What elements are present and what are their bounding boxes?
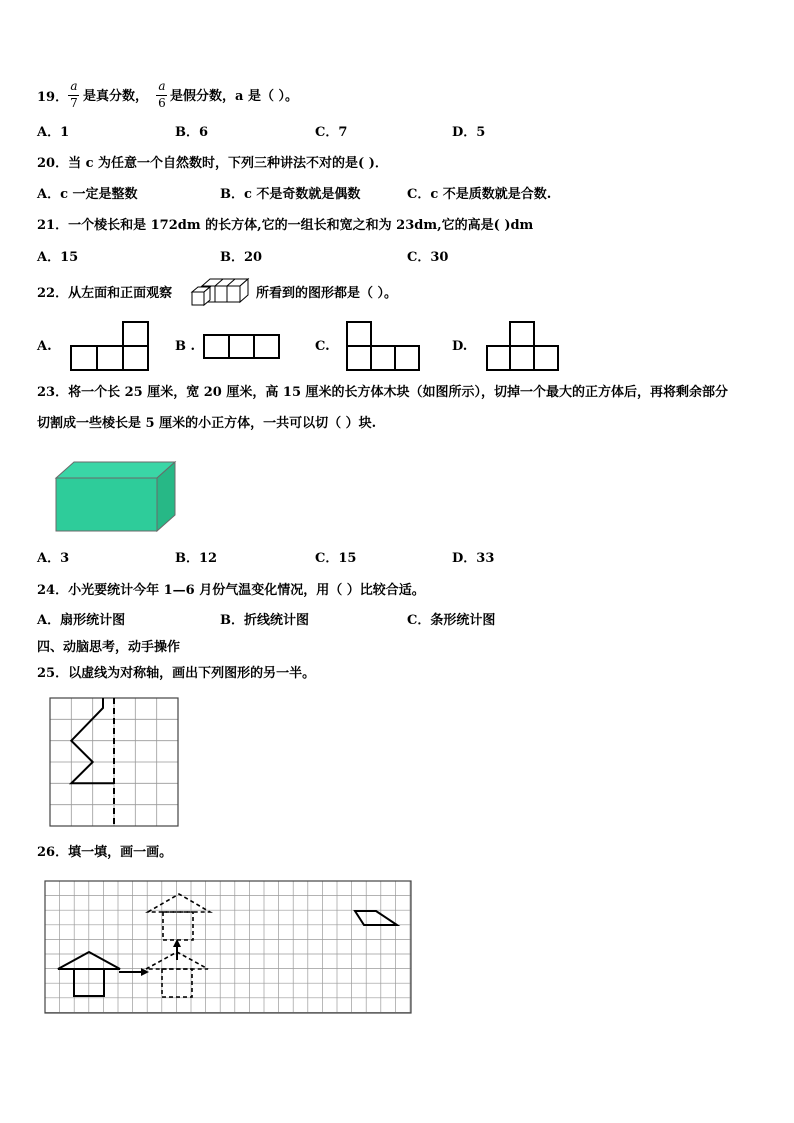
- q19-option-a[interactable]: A．1: [37, 125, 70, 140]
- q21-option-a[interactable]: A．15: [37, 250, 79, 265]
- q22-option-c-shape: [346, 321, 422, 371]
- q19-frac1-numerator: a: [70, 79, 78, 93]
- q20-option-b[interactable]: B．c 不是奇数就是偶数: [220, 187, 361, 202]
- q22-cube-stack-figure: [190, 276, 252, 308]
- q22-option-a[interactable]: A.: [37, 339, 52, 354]
- q25-stem: 25．以虚线为对称轴，画出下列图形的另一半。: [37, 666, 316, 681]
- q23-option-b[interactable]: B．12: [175, 551, 218, 566]
- q22-option-b-shape: [203, 334, 281, 360]
- q22-option-a-shape: [70, 321, 150, 371]
- q23-option-a[interactable]: A．3: [37, 551, 70, 566]
- q23-line2: 切割成一些棱长是 5 厘米的小正方体，一共可以切（ ）块.: [37, 416, 377, 431]
- section-4-heading: 四、动脑思考，动手操作: [37, 640, 181, 655]
- q22-stem-before: 22．从左面和正面观察: [37, 286, 173, 301]
- q22-stem-after: 所看到的图形都是（ ）。: [256, 286, 398, 301]
- q19-option-b[interactable]: B．6: [175, 125, 209, 140]
- q19-option-d[interactable]: D．5: [452, 125, 486, 140]
- q23-option-c[interactable]: C．15: [315, 551, 357, 566]
- q20-stem: 20．当 c 为任意一个自然数时，下列三种讲法不对的是( )．: [37, 156, 388, 171]
- q19-number: 19．: [37, 90, 69, 105]
- q20-option-a[interactable]: A．c 一定是整数: [37, 187, 138, 202]
- q23-line1: 23．将一个长 25 厘米，宽 20 厘米，高 15 厘米的长方体木块（如图所示），切掉一个最大的正方体后，再将剩余部分: [37, 385, 729, 400]
- q22-option-b[interactable]: B .: [175, 339, 196, 354]
- q20-option-c[interactable]: C．c 不是质数就是合数.: [407, 187, 552, 202]
- q22-option-c[interactable]: C.: [315, 339, 330, 354]
- q22-option-d[interactable]: D.: [452, 339, 468, 354]
- q19-text2: 是假分数，a 是（ ）。: [170, 89, 298, 104]
- q19-text1: 是真分数，: [83, 89, 149, 104]
- q26-stem: 26．填一填，画一画。: [37, 845, 173, 860]
- q24-option-c[interactable]: C．条形统计图: [407, 613, 496, 628]
- q26-transform-grid: [45, 880, 413, 1014]
- q19-option-c[interactable]: C．7: [315, 125, 348, 140]
- q23-option-d[interactable]: D．33: [452, 551, 495, 566]
- q25-symmetry-grid: [50, 698, 180, 828]
- q24-option-b[interactable]: B．折线统计图: [220, 613, 309, 628]
- q21-stem: 21．一个棱长和是 172dm 的长方体,它的一组长和宽之和为 23dm,它的高是( )dm: [37, 218, 534, 233]
- q21-option-c[interactable]: C．30: [407, 250, 449, 265]
- q24-stem: 24．小光要统计今年 1—6 月份气温变化情况，用（ ）比较合适。: [37, 583, 425, 598]
- q21-option-b[interactable]: B．20: [220, 250, 263, 265]
- q24-option-a[interactable]: A．扇形统计图: [37, 613, 126, 628]
- q19-frac1-denominator: 7: [70, 96, 78, 110]
- q19-frac2-numerator: a: [158, 79, 166, 93]
- q23-cuboid-figure: [55, 461, 177, 533]
- q19-frac2-denominator: 6: [158, 96, 166, 110]
- q22-option-d-shape: [486, 321, 562, 371]
